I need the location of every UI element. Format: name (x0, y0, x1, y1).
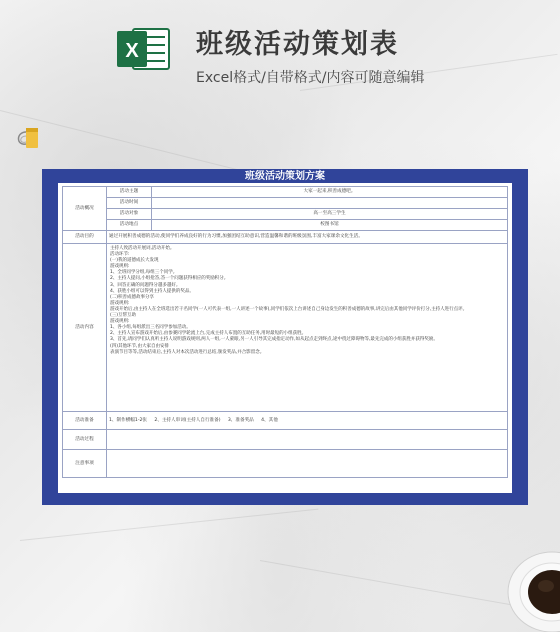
info-value[interactable]: 校图书馆 (152, 220, 508, 231)
marble-vein (20, 509, 318, 541)
content-line: 游戏规则: (110, 264, 130, 270)
info-label: 活动地点 (107, 220, 152, 231)
page-title: 班级活动策划表 (196, 29, 399, 60)
prep-item: 4、其他 (261, 417, 278, 423)
content-line: 2、主持人宣布游戏开始后,由参赛同学轮流上台,完成主持人布置的互助任务,用时最短的小组获胜。 (110, 331, 307, 337)
content-line: 主持人致活动开展词,活动开始。 (110, 246, 175, 251)
info-value[interactable]: 高一至高三学生 (152, 209, 508, 220)
content-line: 游戏规则: (110, 319, 130, 325)
prep-item: 3、准备奖品 (227, 417, 254, 423)
content-label: 活动内容 (63, 244, 107, 412)
content-line: 2、主持人提问,小组抢答,答一个问题获得相应的奖励积分。 (110, 276, 229, 282)
notes-value[interactable] (107, 450, 508, 478)
content-line: 4、获胜小组可以得到主持人提供的奖品。 (110, 288, 194, 294)
content-line: 游戏规则: (110, 300, 130, 306)
process-label: 活动过程 (63, 430, 107, 450)
content-line: (三)互帮互助 (110, 313, 137, 319)
notes-label: 注意事项 (63, 450, 107, 478)
activity-info-label: 活动概况 (63, 187, 107, 231)
content-line: (一)我的道德成长大发现 (110, 258, 159, 264)
content-line: (二)积善成德故事分享 (110, 294, 155, 300)
content-line: 3、回答正确的问题得分越多越好。 (110, 282, 181, 288)
excel-icon-letter: X (125, 40, 139, 62)
content-line: 3、首先,请同学们认真听主持人说明游戏规则,两人一组,一人蒙眼,另一人引导其完成指定动作,如从起点走到终点,途中绕过障碍物等,最先完成的小组获胜并获得奖励。 (110, 337, 438, 343)
content-line: 活动环节: (110, 252, 130, 258)
info-label: 活动主题 (107, 187, 152, 198)
info-label: 活动对象 (107, 209, 152, 220)
purpose-label: 活动目的 (63, 231, 107, 244)
document-title: 班级活动策划方案 (54, 171, 516, 183)
binder-clip-icon (14, 124, 44, 154)
content-text[interactable] (107, 244, 508, 412)
content-line: 游戏开始后,由主持人在全班选出若干名同学(一人可代表一组,一人讲述一个故事),同学们依次上台讲述自己身边发生的积善成德的故事,讲完后由其他同学评价打分,主持人进行点评。 (110, 306, 468, 312)
process-value[interactable] (107, 430, 508, 450)
purpose-text[interactable]: 通过开展积善成德的活动,使同学们养成良好的行为习惯,加强团结互助意识,营造温馨和谐的班级氛围,丰富大家课余文化生活。 (107, 231, 508, 244)
info-value[interactable]: 大家一起来,积善成德吧。 (152, 187, 508, 198)
content-line: 1、各小组,每组派出三名同学参加活动。 (110, 325, 191, 331)
document-sheet (42, 169, 528, 505)
document-body (58, 171, 512, 493)
prep-item: 2、主持人串词(主持人自行准备) (154, 417, 221, 423)
page-subtitle: Excel格式/自带格式/内容可随意编辑 (196, 70, 425, 86)
excel-icon (117, 25, 171, 73)
plan-table (62, 186, 508, 478)
prep-item: 1、制作横幅1-2张 (109, 417, 147, 423)
prep-label: 活动准备 (63, 412, 107, 430)
prep-items[interactable] (107, 412, 508, 430)
info-label: 活动时间 (107, 198, 152, 209)
content-line: 1、全班同学分组,每组三个同学。 (110, 270, 178, 276)
marble-vein (260, 560, 536, 610)
coffee-cup-icon (500, 512, 560, 632)
info-value[interactable] (152, 198, 508, 209)
content-line: (四)其他环节,由大家自由安排 (110, 343, 169, 349)
content-line: 表演节目等等,活动结束后,主持人对本次活动进行总结,颁发奖品,并合影留念。 (110, 349, 265, 355)
